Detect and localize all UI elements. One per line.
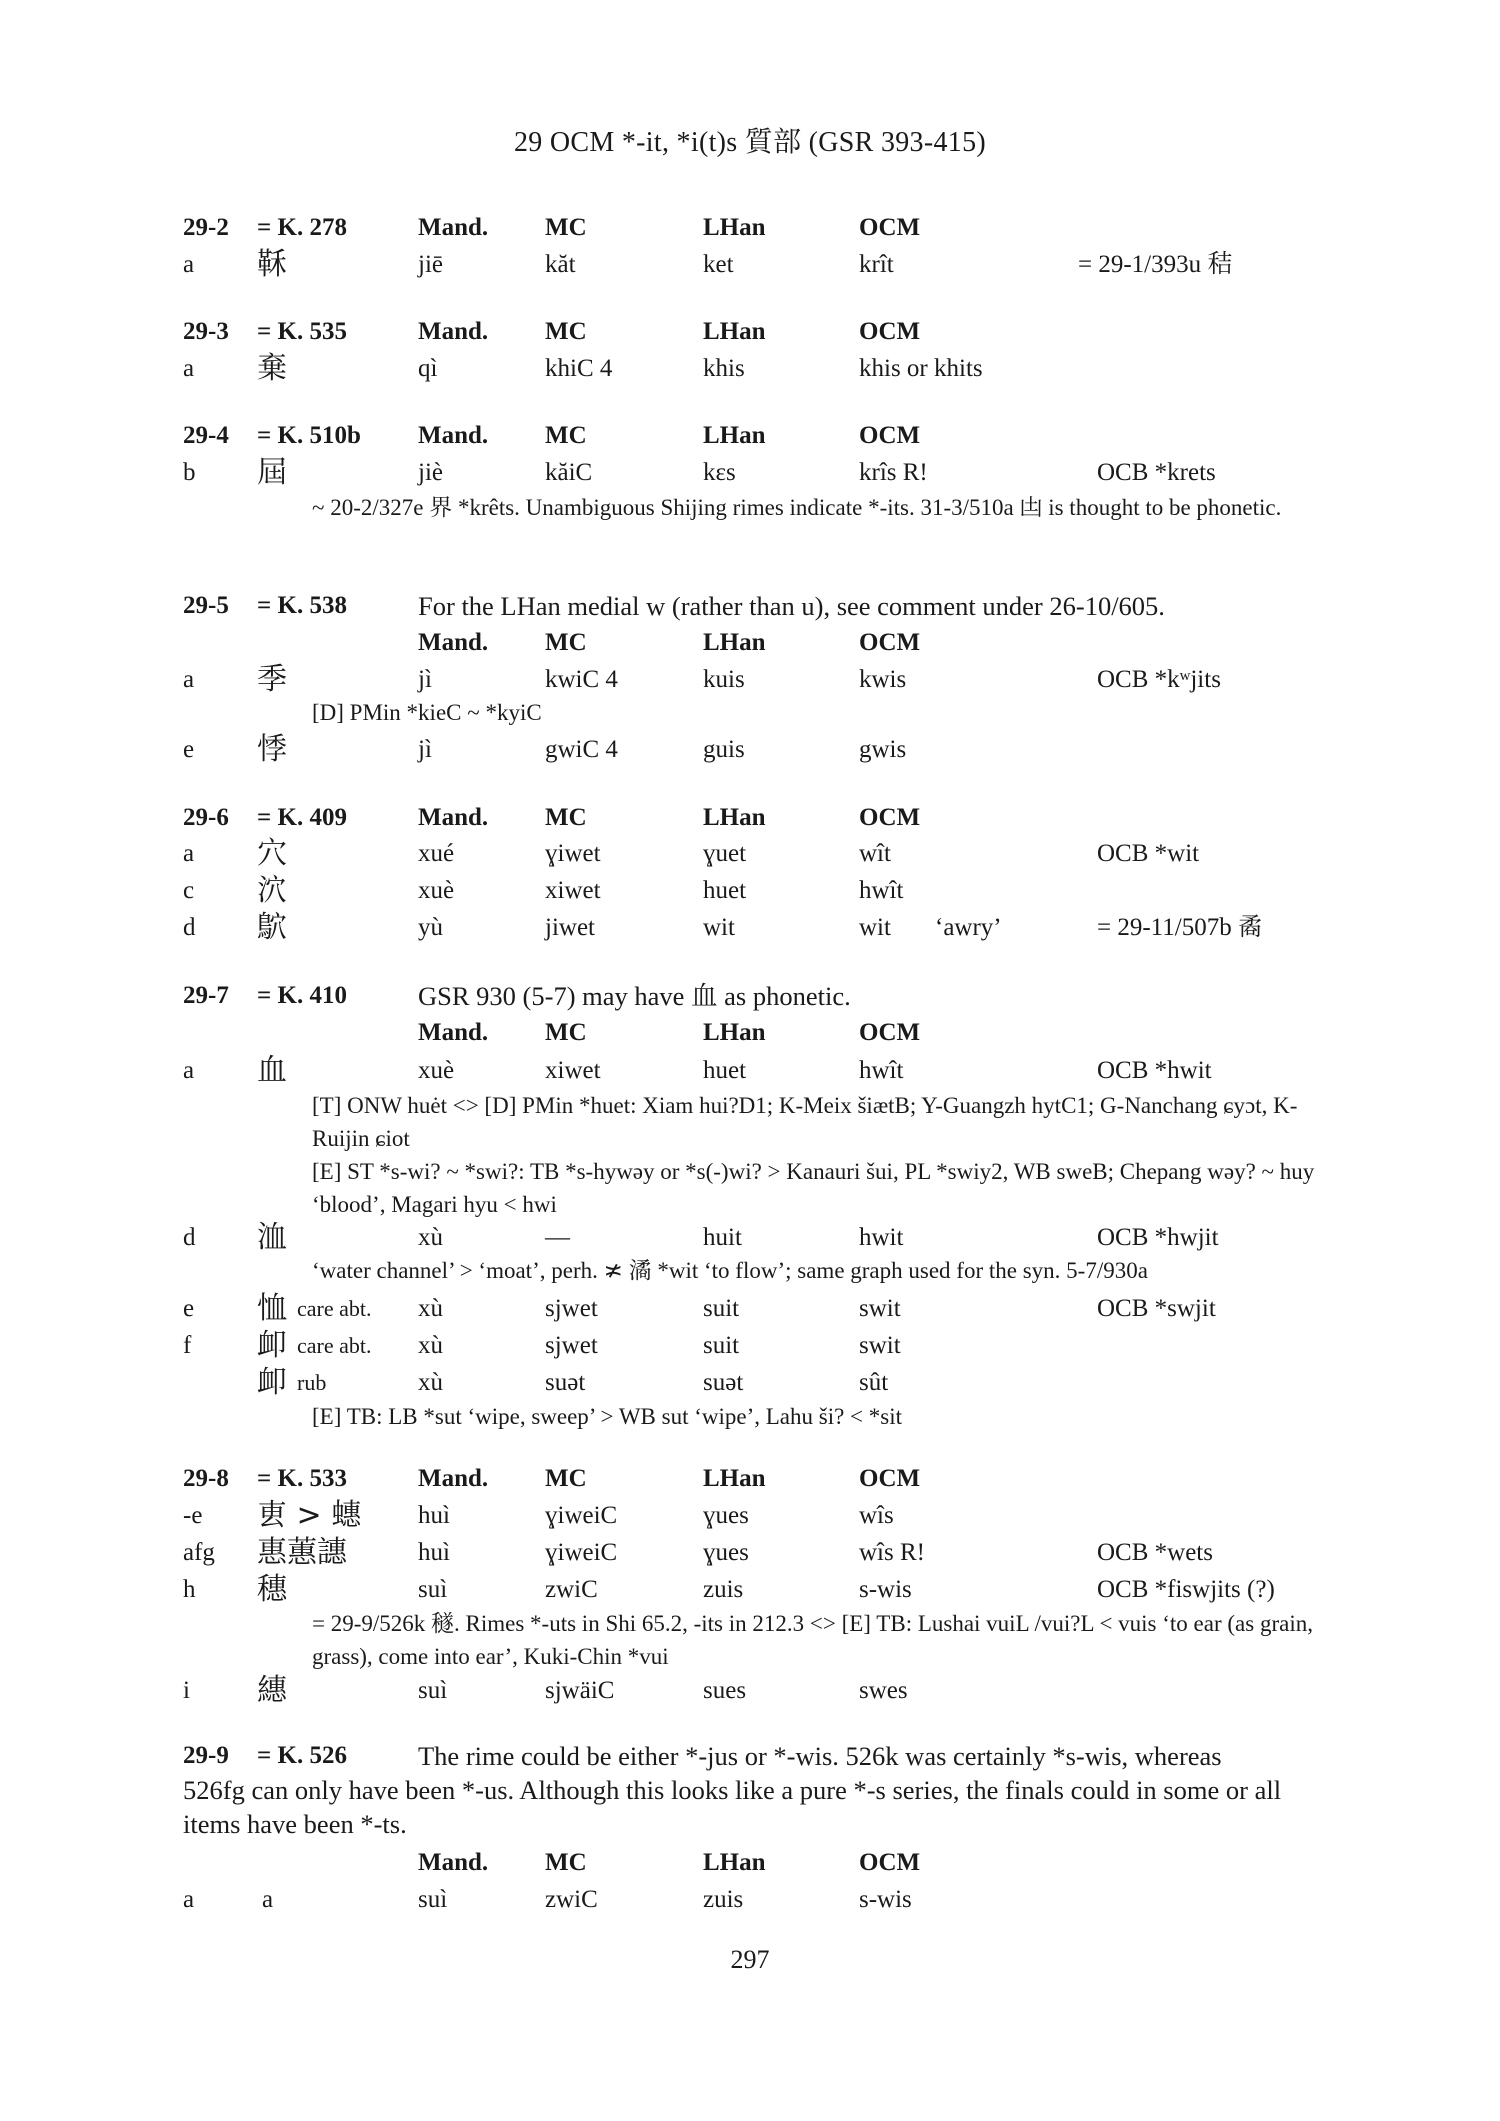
col-mc: MC [545,629,587,656]
mc-reading: ɣiwet [545,840,601,867]
entry-comment-continued: 526fg can only have been *-us. Although this looks like a pure *-s series, the finals could in some or all items have been *-ts. [183,1775,1282,1839]
ocm-reading: khis or khits [859,355,983,382]
col-lhan: LHan [703,629,766,656]
mc-reading: kwiC 4 [545,666,618,693]
mand-reading: xù [418,1369,443,1396]
col-mand: Mand. [418,1019,489,1046]
lhan-reading: sues [703,1677,747,1704]
col-mand: Mand. [418,214,489,241]
mand-reading: jiè [418,459,443,486]
mc-reading: zwiC [545,1886,598,1913]
karlgren-ref: = K. 409 [257,804,347,831]
mc-reading: suət [545,1369,586,1396]
col-ocm: OCM [859,629,921,656]
ocm-reading: hwit [859,1224,904,1251]
ocm-reading: swit [859,1295,901,1322]
entry-id: 29-4 [183,422,229,449]
entry-note: [E] ST *s-wi? ~ *swi?: TB *s-hywəy or *s(-)wi? > Kanauri šui, PL *swiy2, WB sweB; Chepang wəy? ~ huy ‘blood’, Magari hyu < hwi [312,1159,1315,1217]
ocb-reading: OCB *fiswjits (?) [1097,1576,1275,1603]
col-lhan: LHan [703,422,766,449]
karlgren-ref: = K. 535 [257,318,347,345]
mc-reading: sjwäiC [545,1677,615,1704]
ocm-reading: krît [859,251,894,278]
col-lhan: LHan [703,1019,766,1046]
ocm-reading: wit [859,914,891,941]
entry-note: [E] TB: LB *sut ‘wipe, sweep’ > WB sut ‘wipe’, Lahu ši? < *sit [312,1404,902,1429]
karlgren-ref: = K. 510b [257,422,361,449]
lhan-reading: kuis [703,666,745,693]
mc-reading: ɣiweiC [545,1539,618,1566]
entry-id: 29-5 [183,592,229,619]
graph: 鴥 [257,910,287,945]
graph: 洫 [257,1220,287,1255]
ocm-reading: s-wis [859,1886,912,1913]
col-lhan: LHan [703,318,766,345]
mand-reading: huì [418,1539,450,1566]
graph: 屆 [257,455,287,490]
ocm-reading: swit [859,1332,901,1359]
ocm-reading: gwis [859,736,907,763]
item-letter: a [183,666,195,693]
mc-reading: kăt [545,251,576,278]
graph: 血 [257,1053,287,1088]
mand-reading: yù [418,914,443,941]
mc-reading: — [545,1224,570,1251]
mc-reading: ɣiweiC [545,1502,618,1529]
lhan-reading: huet [703,877,747,904]
graph: 穴 [257,836,287,871]
col-mc: MC [545,318,587,345]
lhan-reading: ɣuet [703,840,747,867]
mand-reading: suì [418,1576,448,1603]
col-mand: Mand. [418,804,489,831]
entry-id: 29-9 [183,1742,229,1769]
item-letter: d [183,1224,196,1251]
mc-reading: sjwet [545,1332,598,1359]
item-letter: -e [183,1502,203,1529]
gloss: rub [297,1370,327,1395]
entry-id: 29-3 [183,318,229,345]
lhan-reading: khis [703,355,745,382]
item-letter: e [183,1295,195,1322]
ocm-reading: swes [859,1677,908,1704]
col-ocm: OCM [859,1849,921,1876]
mc-reading: zwiC [545,1576,598,1603]
ocm-reading: hwît [859,877,904,904]
lhan-reading: suit [703,1332,740,1359]
col-ocm: OCM [859,1019,921,1046]
entry-id: 29-8 [183,1465,229,1492]
col-mc: MC [545,804,587,831]
karlgren-ref: = K. 526 [257,1742,347,1769]
entry-comment: GSR 930 (5-7) may have 血 as phonetic. [418,981,851,1011]
item-letter: a [183,840,195,867]
mc-reading: sjwet [545,1295,598,1322]
col-lhan: LHan [703,214,766,241]
col-ocm: OCM [859,422,921,449]
entry-note: ~ 20-2/327e 界 *krêts. Unambiguous Shijing rimes indicate *-its. 31-3/510a 凷 is thought to be phonetic. [312,495,1282,520]
karlgren-ref: = K. 278 [257,214,347,241]
graph: 恤 [257,1291,287,1326]
lhan-reading: zuis [703,1886,744,1913]
col-lhan: LHan [703,1849,766,1876]
lhan-reading: ɣues [703,1539,749,1566]
col-lhan: LHan [703,804,766,831]
mc-reading: xiwet [545,877,601,904]
karlgren-ref: = K. 410 [257,982,347,1009]
ocb-reading: OCB *hwit [1097,1057,1212,1084]
lhan-reading: kɛs [703,459,736,486]
item-letter: f [183,1332,192,1359]
item-letter: i [183,1677,190,1704]
mand-reading: xù [418,1224,443,1251]
graph: 卹 [257,1365,287,1400]
graph: 惠蕙譓 [257,1535,347,1570]
mand-reading: jì [418,666,432,693]
page-title: 29 OCM *-it, *i(t)s 質部 (GSR 393-415) [513,127,987,158]
col-lhan: LHan [703,1465,766,1492]
entry-note: ‘water channel’ > ‘moat’, perh. ≭ 潏 *wit ‘to flow’; same graph used for the syn. 5-7/930a [312,1258,1148,1283]
entry-note: [T] ONW huėt <> [D] PMin *huet: Xiam hui?D1; K-Meix šiætB; Y-Guangzh hytC1; G-Nanchang ɕyɔt, K-Ruijin ɕiot [312,1093,1298,1151]
col-ocm: OCM [859,804,921,831]
gloss: ‘awry’ [935,914,1002,941]
item-letter: a [183,1057,195,1084]
ocm-reading: wîs [859,1502,894,1529]
ocm-reading: kwis [859,666,907,693]
item-letter: a [183,355,195,382]
karlgren-ref: = K. 538 [257,592,347,619]
item-letter: h [183,1576,196,1603]
mc-reading: jiwet [545,914,595,941]
col-mc: MC [545,422,587,449]
item-letter: e [183,736,195,763]
lhan-reading: guis [703,736,745,763]
lhan-reading: ket [703,251,734,278]
ocm-reading: hwît [859,1057,904,1084]
ocb-reading: OCB *wit [1097,840,1200,867]
page-number: 297 [730,1945,770,1974]
col-mand: Mand. [418,318,489,345]
col-ocm: OCM [859,214,921,241]
entry-note: = 29-9/526k 穟. Rimes *-uts in Shi 65.2, -its in 212.3 <> [E] TB: Lushai vuiL /vui?L < vuis ‘to ear (as grain, grass), come into ear’, Kuki-Chin *vui [312,1611,1313,1669]
graph: 棄 [257,351,287,386]
ocb-reading: OCB *hwjit [1097,1224,1219,1251]
lhan-reading: wit [703,914,735,941]
item-letter: a [183,1886,195,1913]
col-mc: MC [545,1019,587,1046]
lhan-reading: zuis [703,1576,744,1603]
graph: 穗 [257,1572,287,1607]
item-letter: c [183,877,195,904]
graph: 泬 [257,873,287,908]
lhan-reading: ɣues [703,1502,749,1529]
mc-reading: kăiC [545,459,593,486]
mand-reading: suì [418,1677,448,1704]
item-letter: b [183,459,196,486]
col-mand: Mand. [418,1849,489,1876]
gloss: care abt. [297,1333,372,1358]
mand-reading: jì [418,736,432,763]
graph: 繐 [257,1673,287,1708]
lhan-reading: suit [703,1295,740,1322]
mand-reading: qì [418,355,438,382]
graph: 季 [257,662,287,697]
karlgren-ref: = K. 533 [257,1465,347,1492]
cross-reference: = 29-1/393u 秸 [1078,251,1233,278]
mc-reading: gwiC 4 [545,736,618,763]
col-mand: Mand. [418,422,489,449]
ocm-reading: sût [859,1369,889,1396]
entry-comment: For the LHan medial w (rather than u), see comment under 26-10/605. [418,591,1165,621]
graph: 鞂 [257,247,287,282]
entry-note: [D] PMin *kieC ~ *kyiC [312,700,542,725]
lhan-reading: huit [703,1224,742,1251]
mand-reading: xù [418,1295,443,1322]
mc-reading: khiC 4 [545,355,613,382]
col-ocm: OCM [859,1465,921,1492]
mc-reading: xiwet [545,1057,601,1084]
gloss: care abt. [297,1296,372,1321]
mand-reading: suì [418,1886,448,1913]
mand-reading: xué [418,840,455,867]
ocb-reading: OCB *krets [1097,459,1216,486]
item-letter: a [183,251,195,278]
item-letter: d [183,914,196,941]
entry-id: 29-6 [183,804,229,831]
item-letter: afg [183,1539,215,1566]
col-mand: Mand. [418,1465,489,1492]
ocm-reading: s-wis [859,1576,912,1603]
entry-comment: The rime could be either *-jus or *-wis. 526k was certainly *s-wis, whereas [418,1741,1222,1771]
lhan-reading: huet [703,1057,747,1084]
entry-id: 29-2 [183,214,229,241]
mand-reading: xù [418,1332,443,1359]
mand-reading: huì [418,1502,450,1529]
graph: 叀 > 蟪 [257,1498,362,1533]
mand-reading: jiē [418,251,443,278]
ocm-reading: wîs R! [859,1539,925,1566]
graph: 悸 [257,732,287,767]
graph: a [262,1886,274,1913]
ocm-reading: krîs R! [859,459,928,486]
entry-id: 29-7 [183,982,229,1009]
col-mc: MC [545,1849,587,1876]
graph: 卹 [257,1328,287,1363]
col-mand: Mand. [418,629,489,656]
ocm-reading: wît [859,840,891,867]
ocb-reading: OCB *wets [1097,1539,1213,1566]
col-ocm: OCM [859,318,921,345]
mand-reading: xuè [418,877,455,904]
ocb-reading: OCB *swjit [1097,1295,1216,1322]
ocb-reading: OCB *kʷjits [1097,666,1221,693]
lhan-reading: suət [703,1369,744,1396]
col-mc: MC [545,214,587,241]
cross-reference: = 29-11/507b 矞 [1097,914,1263,941]
col-mc: MC [545,1465,587,1492]
mand-reading: xuè [418,1057,455,1084]
